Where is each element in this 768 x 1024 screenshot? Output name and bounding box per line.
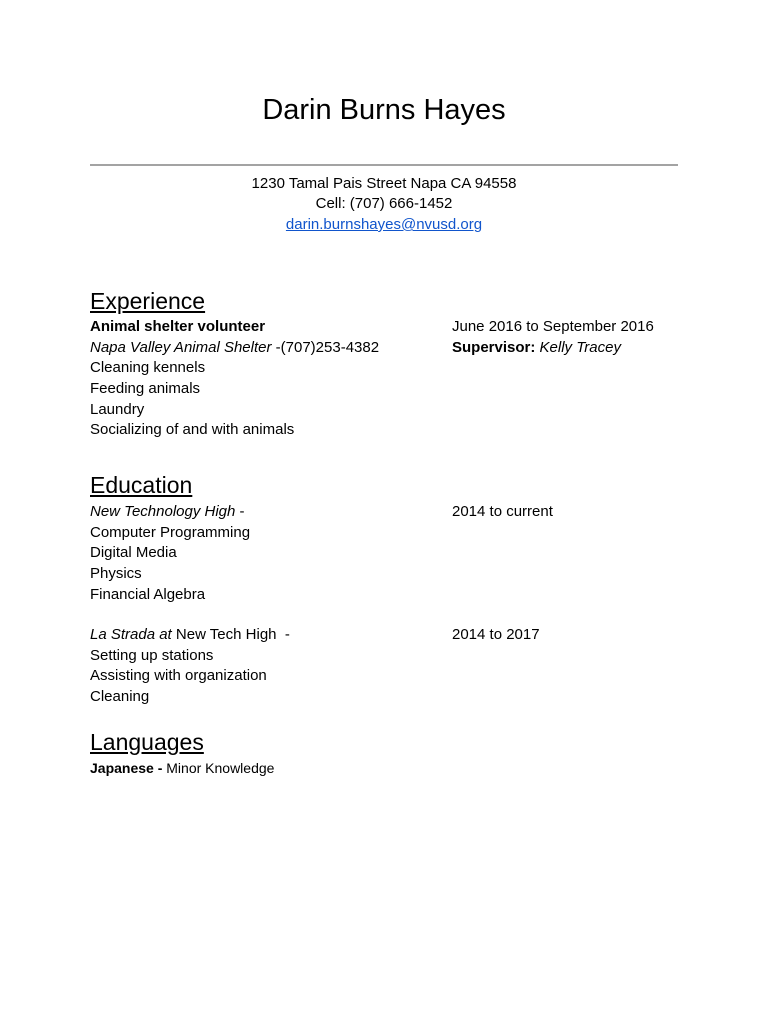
cell-phone: Cell: (707) 666-1452 (315, 195, 453, 212)
duty-item: Setting up stations (90, 647, 214, 664)
employer-phone: -(707)253-4382 (275, 339, 380, 356)
duty-item: Laundry (90, 401, 145, 418)
languages-heading: Languages (90, 729, 204, 755)
school-2-name-plain: New Tech High - (171, 626, 290, 643)
supervisor-name: Kelly Tracey (539, 339, 621, 356)
duty-item: Assisting with organization (90, 667, 267, 684)
supervisor-label: Supervisor: (452, 339, 536, 356)
experience-heading: Experience (90, 288, 206, 314)
school-2-name-italic: La Strada at (90, 626, 172, 643)
school-2-line (90, 625, 290, 645)
duty-item: Feeding animals (90, 380, 201, 397)
school-1-line (90, 502, 245, 522)
education-heading: Education (90, 472, 193, 498)
supervisor-line (452, 338, 621, 358)
course-item: Computer Programming (90, 524, 251, 541)
school-1-name: New Technology High (90, 503, 236, 520)
email-link[interactable]: darin.burnshayes@nvusd.org (285, 216, 483, 233)
address: 1230 Tamal Pais Street Napa CA 94558 (251, 175, 517, 192)
course-item: Physics (90, 565, 142, 582)
duty-item: Cleaning (90, 688, 150, 705)
course-item: Financial Algebra (90, 586, 206, 603)
course-item: Digital Media (90, 544, 177, 561)
language-level: Minor Knowledge (162, 760, 275, 776)
employer-name: Napa Valley Animal Shelter (90, 339, 272, 356)
school-2-dates: 2014 to 2017 (452, 626, 540, 643)
language-name: Japanese - (90, 760, 163, 776)
employer-line (90, 338, 379, 358)
job-dates: June 2016 to September 2016 (452, 318, 654, 335)
language-line (90, 758, 274, 778)
school-1-suffix: - (235, 503, 245, 520)
resume-name: Darin Burns Hayes (262, 94, 506, 126)
duty-item: Cleaning kennels (90, 359, 206, 376)
duty-item: Socializing of and with animals (90, 421, 295, 438)
header-divider (90, 164, 678, 166)
school-1-dates: 2014 to current (452, 503, 553, 520)
email-line (0, 215, 768, 235)
job-title: Animal shelter volunteer (90, 318, 266, 335)
